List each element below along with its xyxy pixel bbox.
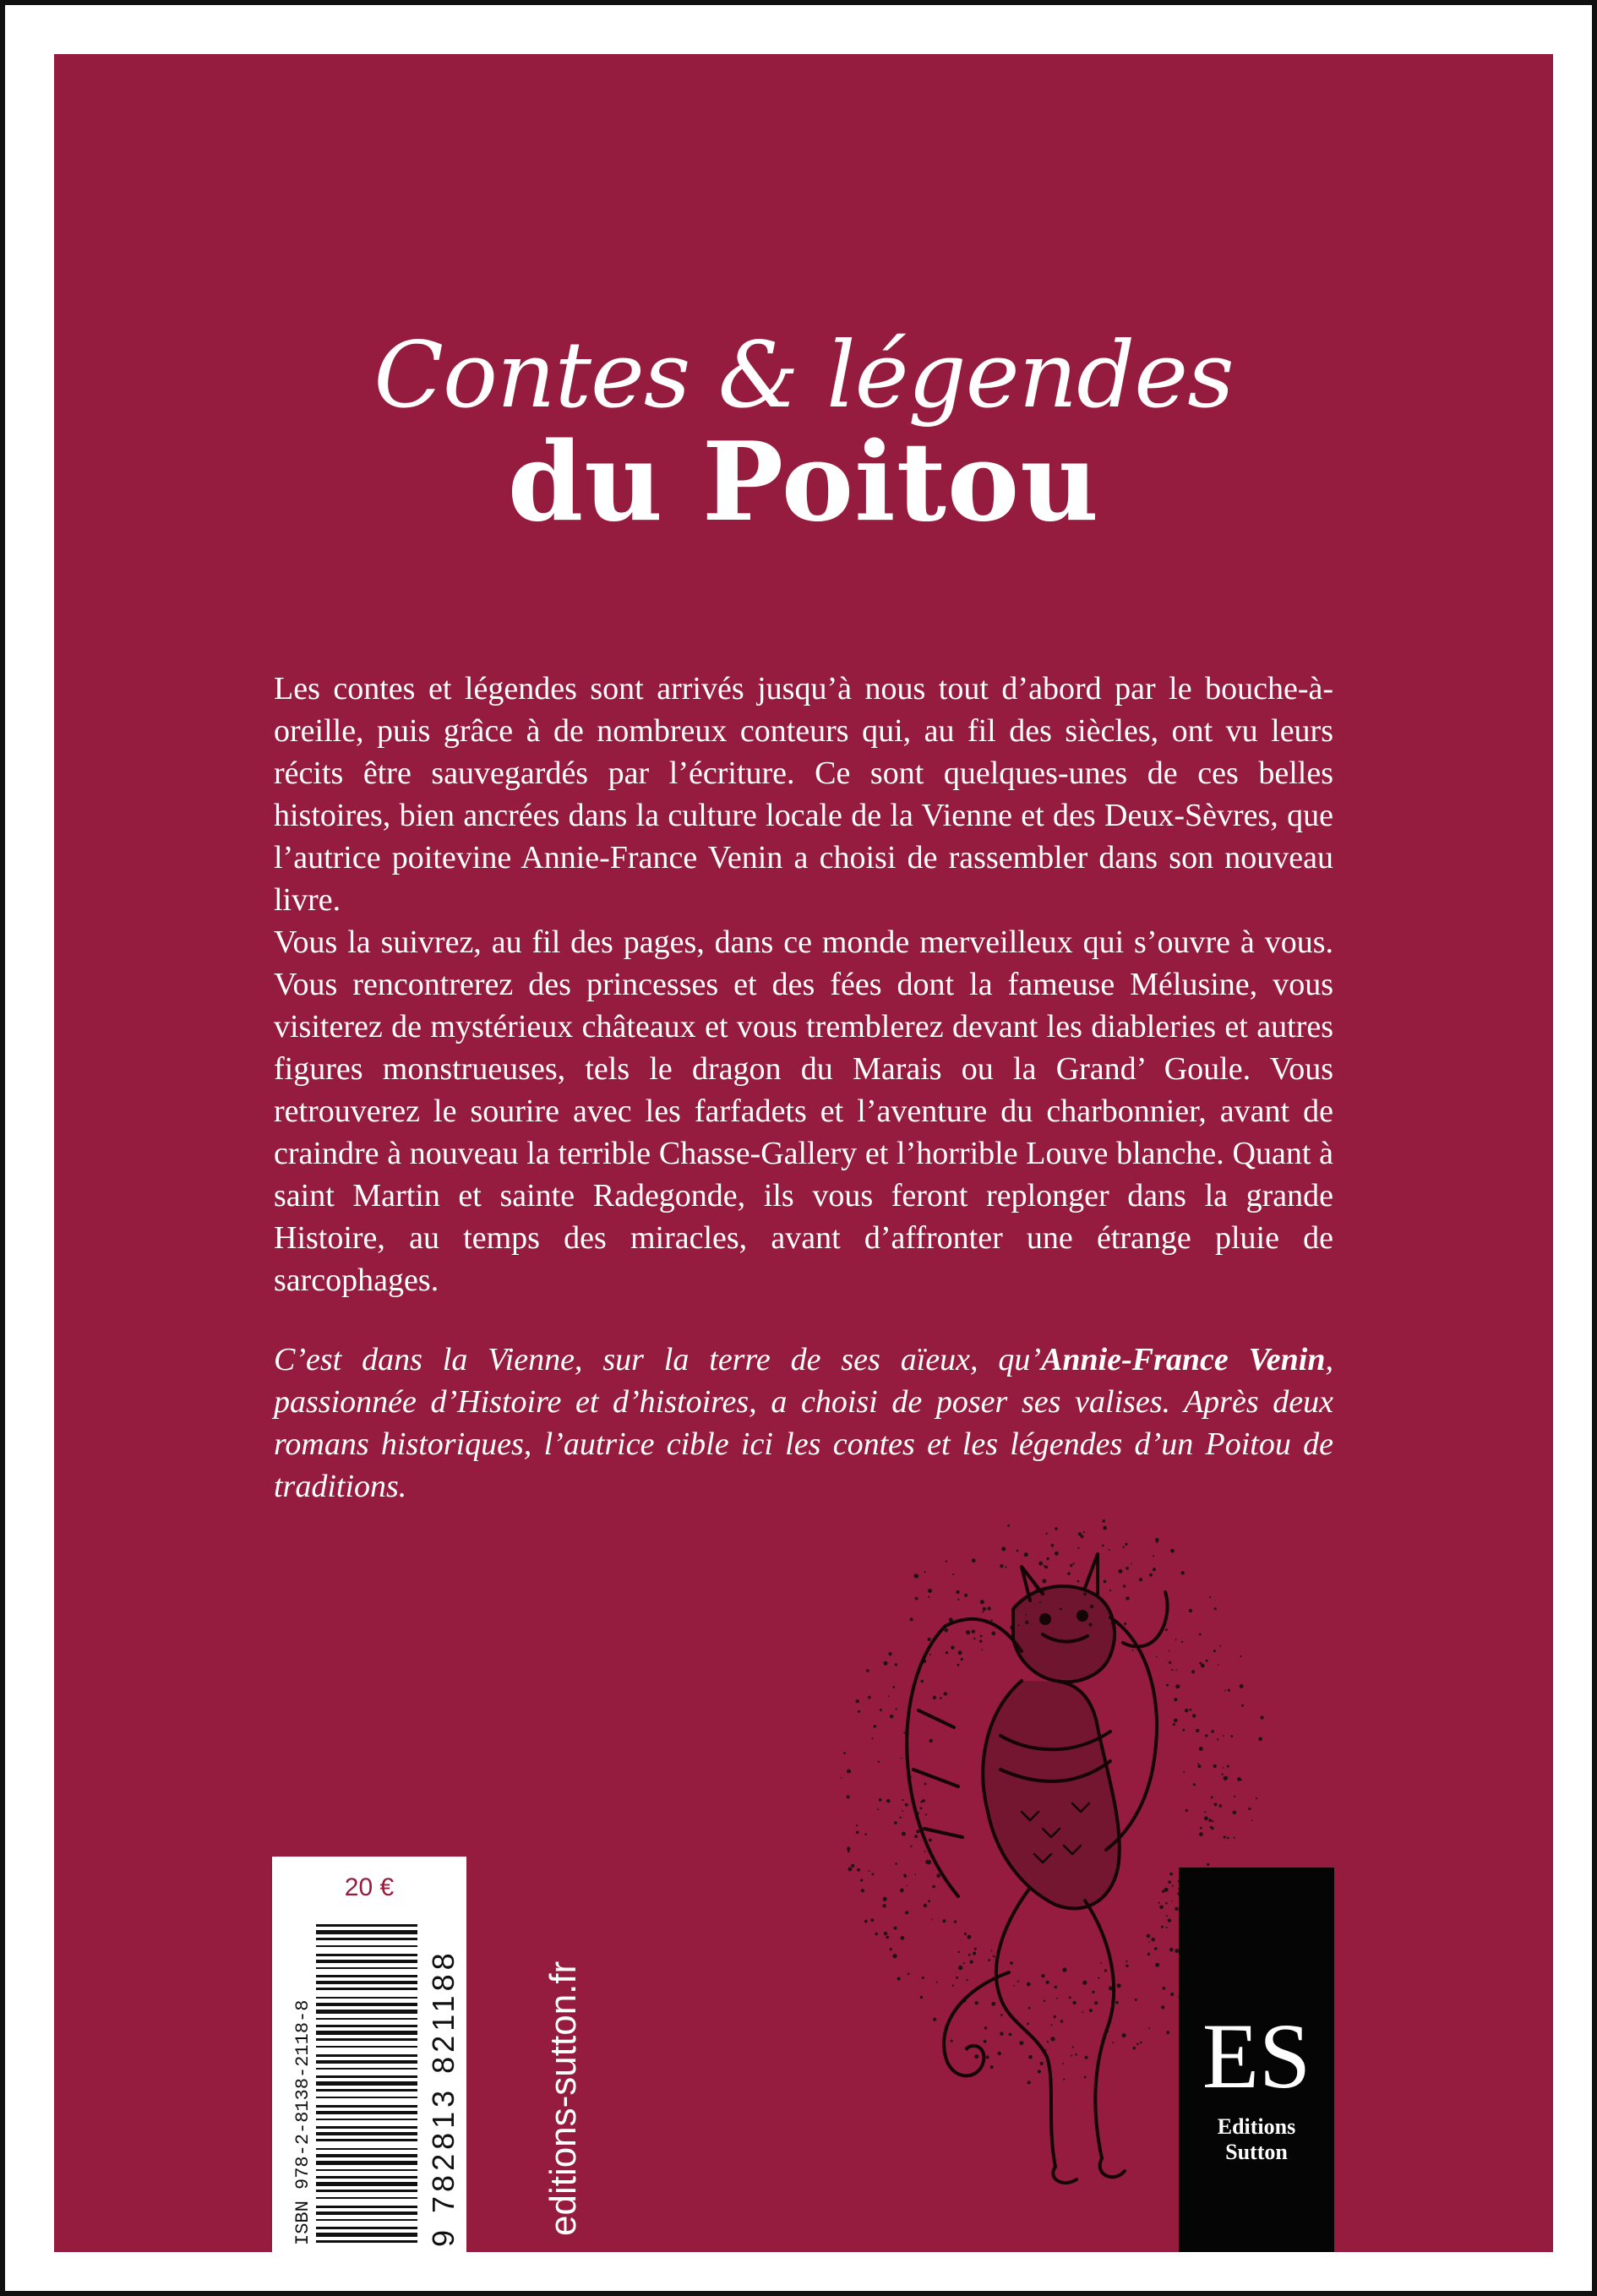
title-script-line: Contes & légendes xyxy=(373,323,1234,428)
author-name: Annie-France Venin xyxy=(1041,1342,1326,1377)
bio-after: , passionnée d’Histoire et d’histoires, a choisi de poser ses valises. Après deux romans historiques, l’autrice cible ici les contes et les légendes d’un Poitou de traditions. xyxy=(274,1342,1333,1504)
publisher-name-line1: Editions xyxy=(1217,2114,1296,2139)
barcode-panel xyxy=(272,1857,466,2252)
bio-before: C’est dans la Vienne, sur la terre de ses aïeux, qu’ xyxy=(274,1342,1042,1377)
isbn-digits: 9 782813 821188 xyxy=(426,1949,461,2247)
title-main-line: du Poitou xyxy=(507,419,1100,546)
publisher-name-line2: Sutton xyxy=(1225,2140,1288,2164)
isbn-text: ISBN 978-2-8138-2118-8 xyxy=(292,1999,313,2245)
blurb-paragraph-1: Les contes et légendes sont arrivés jusqu’à nous tout d’abord par le bouche-à-oreille, puis grâce à de nombreux conteurs qui, au fil des siècles, ont vu leurs récits être sauvegardés par l’écriture. Ce sont quelques-unes de ces belles histoires, bien ancrées dans la culture locale de la Vienne et des Deux-Sèvres, que l’autrice poitevine Annie-France Venin a choisi de rassembler dans son nouveau livre. xyxy=(274,671,1333,918)
back-cover xyxy=(54,54,1553,2252)
publisher-website: editions-sutton.fr xyxy=(542,1961,584,2236)
author-bio xyxy=(274,1339,1333,1508)
publisher-logo: ES xyxy=(1202,2004,1311,2108)
blurb xyxy=(274,668,1333,1301)
blurb-paragraph-2: Vous la suivrez, au fil des pages, dans ce monde merveilleux qui s’ouvre à vous. Vous rencontrerez des princesses et des fées dont la fameuse Mélusine, vous visiterez de mystérieux châteaux et vous tremblerez devant les diableries et autres figures monstrueuses, tels le dragon du Marais ou la Grand’ Goule. Vous retrouverez le sourire avec les farfadets et l’aventure du charbonnier, avant de craindre à nouveau la terrible Chasse-Gallery et l’horrible Louve blanche. Quant à saint Martin et sainte Radegonde, ils vous feront replonger dans la grande Histoire, au temps des miracles, avant d’affronter une étrange pluie de sarcophages. xyxy=(274,924,1333,1298)
publisher-block xyxy=(1179,1868,1334,2252)
price-label: 20 € xyxy=(344,1873,395,1901)
barcode-icon xyxy=(316,1924,417,2245)
